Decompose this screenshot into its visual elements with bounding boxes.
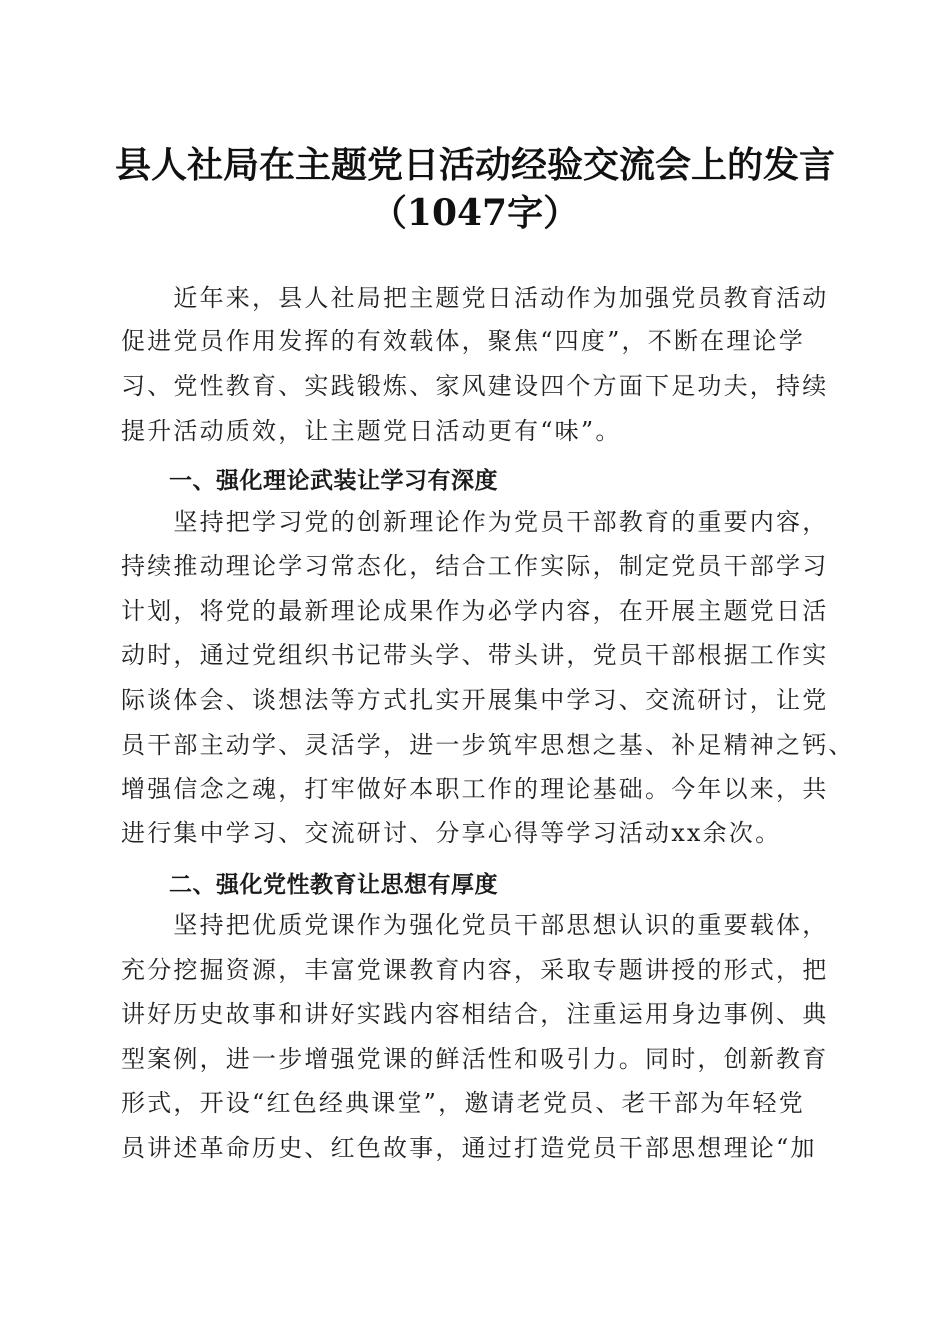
section2-paragraph-line: 坚持把优质党课作为强化党员干部思想认识的重要载体， xyxy=(121,911,829,939)
section1-paragraph-line: 动时，通过党组织书记带头学、带头讲，党员干部根据工作实 xyxy=(121,641,829,669)
section2-paragraph-line: 讲好历史故事和讲好实践内容相结合，注重运用身边事例、典 xyxy=(121,1000,829,1028)
intro-paragraph-line: 习、党性教育、实践锻炼、家风建设四个方面下足功夫，持续 xyxy=(121,372,829,400)
section1-paragraph-line: 际谈体会、谈想法等方式扎实开展集中学习、交流研讨，让党 xyxy=(121,686,829,714)
section2-paragraph-line: 形式，开设“红色经典课堂”，邀请老党员、老干部为年轻党 xyxy=(121,1089,805,1117)
intro-paragraph-line: 提升活动质效，让主题党日活动更有“味”。 xyxy=(121,417,622,445)
section2-paragraph-line: 充分挖掘资源，丰富党课教育内容，采取专题讲授的形式，把 xyxy=(121,956,829,984)
section-heading-theory: 一、强化理论武装让学习有深度 xyxy=(169,468,498,494)
section1-paragraph-line: 员干部主动学、灵活学，进一步筑牢思想之基、补足精神之钙、 xyxy=(121,731,855,759)
section-heading-party-spirit: 二、强化党性教育让思想有厚度 xyxy=(169,872,498,898)
section1-paragraph-line: 增强信念之魂，打牢做好本职工作的理论基础。今年以来，共 xyxy=(121,775,829,803)
section1-paragraph-line: 坚持把学习党的创新理论作为党员干部教育的重要内容， xyxy=(121,508,829,536)
document-word-count: （1047字） xyxy=(370,192,580,234)
section1-paragraph-line: 持续推动理论学习常态化，结合工作实际，制定党员干部学习 xyxy=(121,552,829,580)
section2-paragraph-line: 型案例，进一步增强党课的鲜活性和吸引力。同时，创新教育 xyxy=(121,1045,829,1073)
section1-paragraph-line: 计划，将党的最新理论成果作为必学内容，在开展主题党日活 xyxy=(121,597,829,625)
document-title: 县人社局在主题党日活动经验交流会上的发言 xyxy=(114,144,835,186)
intro-paragraph-line: 近年来，县人社局把主题党日活动作为加强党员教育活动 xyxy=(121,284,829,312)
section2-paragraph-line: 员讲述革命历史、红色故事，通过打造党员干部思想理论“加 xyxy=(121,1134,817,1162)
section1-paragraph-line: 进行集中学习、交流研讨、分享心得等学习活动xx余次。 xyxy=(121,819,782,847)
intro-paragraph-line: 促进党员作用发挥的有效载体，聚焦“四度”，不断在理论学 xyxy=(121,327,805,355)
